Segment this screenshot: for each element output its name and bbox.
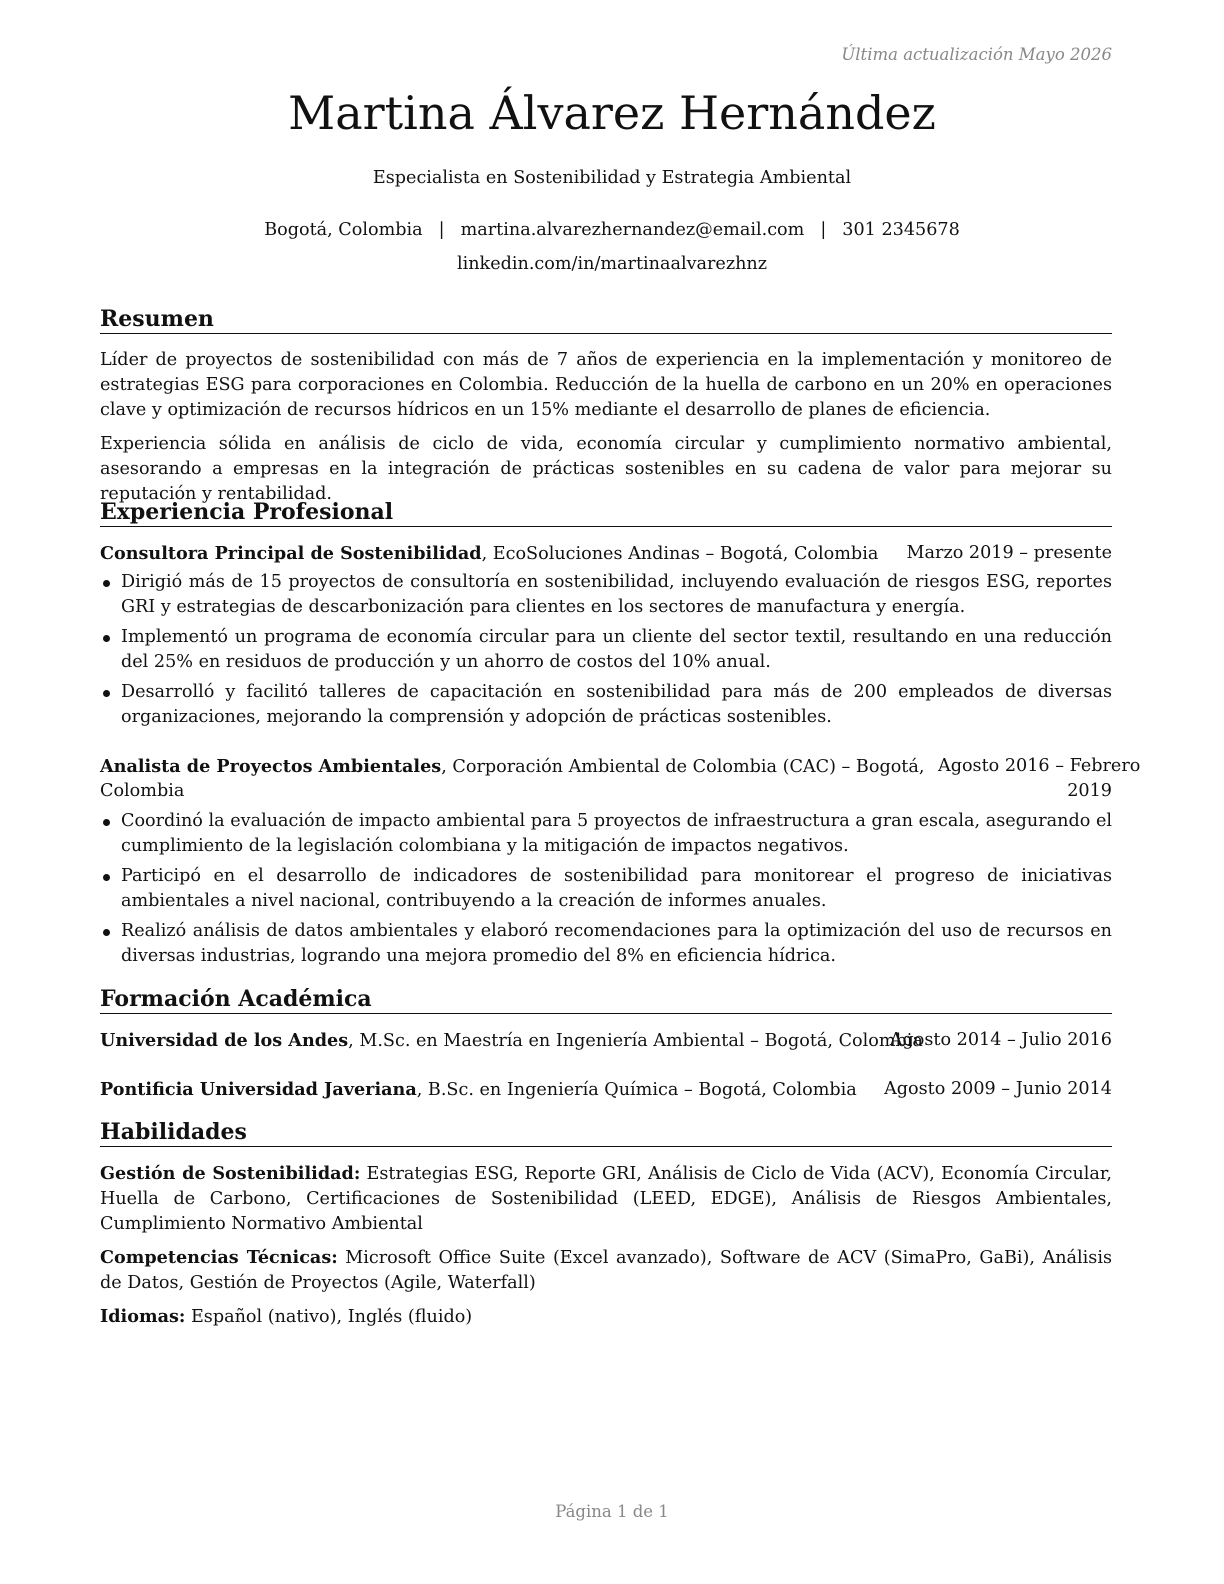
skill-text: Estrategias ESG, Reporte GRI, Análisis de Ciclo de Vida (ACV), Economía Circular, Huella de Carbono, Certificaciones de Sostenibilidad (LEED, EDGE), Análisis de Riesgos Ambientales, Cumplimiento Normativo Ambiental [100, 1164, 1112, 1234]
bullet-text: Desarrolló y facilitó talleres de capacitación en sostenibilidad para más de 200 empleados de diversas organizaciones, mejorando la comprensión y adopción de prácticas sostenibles. [121, 682, 1112, 727]
linkedin-link[interactable]: linkedin.com/in/martinaalvarezhnz [456, 254, 768, 274]
degree: , B.Sc. en Ingeniería Química – Bogotá, Colombia [416, 1080, 857, 1100]
school-name: Universidad de los Andes [100, 1030, 349, 1051]
job-dates-continued: 2019 [1067, 781, 1112, 801]
skill-label: Gestión de Sostenibilidad: [100, 1163, 361, 1184]
job-bullets [100, 570, 1112, 735]
job-dates: Marzo 2019 – presente [906, 543, 1112, 563]
job-header [100, 541, 1112, 567]
last-updated: Última actualización Mayo 2026 [841, 45, 1112, 64]
list-item [100, 809, 1112, 859]
school-name: Pontificia Universidad Javeriana [100, 1079, 417, 1100]
job-dates: Agosto 2016 – Febrero [938, 756, 1141, 776]
job-org: , Corporación Ambiental de Colombia (CAC) – Bogotá, [441, 757, 925, 777]
job-role: Analista de Proyectos Ambientales [100, 756, 442, 777]
education-dates: Agosto 2009 – Junio 2014 [884, 1079, 1112, 1099]
skill-label: Competencias Técnicas: [100, 1247, 338, 1268]
list-item [100, 625, 1112, 675]
email-link[interactable]: martina.alvarezhernandez@email.com [460, 220, 805, 240]
section-heading-summary: Resumen [100, 305, 1112, 334]
section-heading-experience: Experiencia Profesional [100, 498, 1112, 527]
list-item [100, 570, 1112, 620]
job-header-continuation [100, 779, 1112, 804]
bullet-icon [103, 874, 110, 881]
bullet-text: Realizó análisis de datos ambientales y elaboró recomendaciones para la optimización del uso de recursos en diversas industrias, logrando una mejora promedio del 8% en eficiencia hídrica. [121, 921, 1112, 966]
page-number: Página 1 de 1 [555, 1502, 669, 1521]
bullet-icon [103, 929, 110, 936]
contact-separator: | [438, 220, 445, 240]
bullet-icon [103, 819, 110, 826]
contact-separator: | [820, 220, 827, 240]
job-bullets [100, 809, 1112, 974]
education-item [100, 1028, 1112, 1054]
list-item [100, 680, 1112, 730]
skill-label: Idiomas: [100, 1306, 186, 1327]
bullet-text: Participó en el desarrollo de indicadores de sostenibilidad para monitorear el progreso de iniciativas ambientales a nivel nacional, contribuyendo a la creación de informes anuales. [121, 866, 1112, 911]
contact-line [0, 220, 1224, 240]
list-item [100, 919, 1112, 969]
education-dates: Agosto 2014 – Julio 2016 [889, 1030, 1112, 1050]
candidate-title: Especialista en Sostenibilidad y Estrategia Ambiental [372, 168, 852, 188]
job-role: Consultora Principal de Sostenibilidad [100, 543, 482, 564]
bullet-icon [103, 580, 110, 587]
candidate-name: Martina Álvarez Hernández [288, 86, 936, 140]
skill-group [100, 1304, 1112, 1330]
degree: , M.Sc. en Maestría en Ingeniería Ambiental – Bogotá, Colombia [348, 1031, 923, 1051]
bullet-text: Dirigió más de 15 proyectos de consultoría en sostenibilidad, incluyendo evaluación de riesgos ESG, reportes GRI y estrategias de descarbonización para clientes en los sectores de manufactura y energía. [121, 572, 1112, 617]
job-org: , EcoSoluciones Andinas – Bogotá, Colombia [481, 544, 879, 564]
summary-paragraph-1: Líder de proyectos de sostenibilidad con más de 7 años de experiencia en la implementación y monitoreo de estrategias ESG para corporaciones en Colombia. Reducción de la huella de carbono en un 20% en operaciones clave y optimización de recursos hídricos en un 15% mediante el desarrollo de planes de eficiencia. [100, 350, 1112, 420]
skill-text: Español (nativo), Inglés (fluido) [185, 1307, 473, 1327]
bullet-icon [103, 690, 110, 697]
bullet-text: Implementó un programa de economía circular para un cliente del sector textil, resultando en una reducción del 25% en residuos de producción y un ahorro de costos del 10% anual. [121, 627, 1112, 672]
skill-text: Microsoft Office Suite (Excel avanzado), Software de ACV (SimaPro, GaBi), Análisis de Datos, Gestión de Proyectos (Agile, Waterfall) [100, 1248, 1112, 1293]
section-heading-skills: Habilidades [100, 1118, 1112, 1147]
skill-group [100, 1245, 1112, 1296]
job-org-continued: Colombia [100, 781, 185, 801]
job-header [100, 754, 1141, 780]
section-heading-education: Formación Académica [100, 985, 1112, 1014]
phone: 301 2345678 [842, 220, 960, 240]
bullet-text: Coordinó la evaluación de impacto ambiental para 5 proyectos de infraestructura a gran escala, asegurando el cumplimiento de la legislación colombiana y la mitigación de impactos negativos. [121, 811, 1112, 856]
skill-group [100, 1161, 1112, 1237]
bullet-icon [103, 635, 110, 642]
list-item [100, 864, 1112, 914]
summary-paragraph-2: Experiencia sólida en análisis de ciclo de vida, economía circular y cumplimiento normativo ambiental, asesorando a empresas en la integración de prácticas sostenibles en su cadena de valor para mejorar su reputación y rentabilidad. [100, 434, 1112, 504]
location: Bogotá, Colombia [264, 220, 423, 240]
education-item [100, 1077, 1112, 1103]
